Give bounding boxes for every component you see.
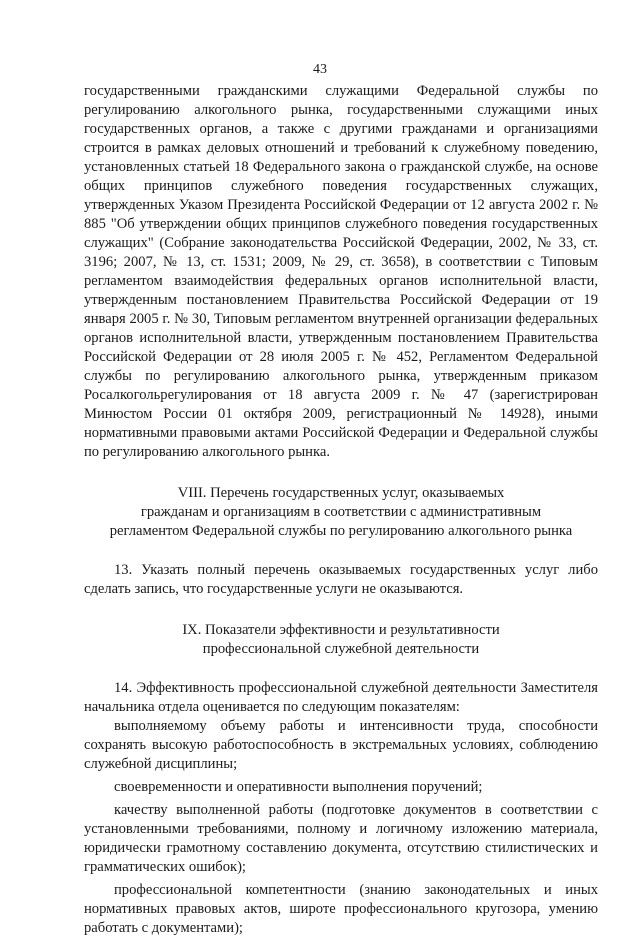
section-viii-heading-line-1: VIII. Перечень государственных услуг, оказываемых — [177, 485, 505, 501]
criteria-item-timeliness: своевременности и оперативности выполнения поручений; — [114, 779, 483, 795]
section-ix-heading-line-2: профессиональной служебной деятельности — [202, 641, 480, 657]
criteria-item-workload: выполняемому объему работы и интенсивности труда, способности сохранять высокую работоспособность в экстремальных условиях, соблюдению служебной дисциплины; — [84, 718, 598, 772]
section-ix-heading — [84, 621, 598, 659]
paragraph-continuation: государственными гражданскими служащими Федеральной службы по регулированию алкогольного рынка, государственными служащими иных государственных органов, а также с другими гражданами и организациями строится в рамках деловых отношений и требований к служебному поведению, установленных статьей 18 Федерального закона о гражданской службе, на основе общих принципов служебного поведения государственных служащих, утвержденных Указом Президента Российской Федерации от 12 августа 2002 г. № 885 "Об утверждении общих принципов служебного поведения государственных служащих" (Собрание законодательства Российской Федерации, 2002, № 33, ст. 3196; 2007, № 13, ст. 1531; 2009, № 29, ст. 3658), в соответствии с Типовым регламентом взаимодействия федеральных органов исполнительной власти, утвержденным постановлением Правительства Российской Федерации от 19 января 2005 г. № 30, Типовым регламентом внутренней организации федеральных органов исполнительной власти, утвержденным постановлением Правительства Российской Федерации от 28 июля 2005 г. № 452, Регламентом Федеральной службы по регулированию алкогольного рынка, утвержденным приказом Росалкогольрегулирования от 18 августа 2009 г. № 47 (зарегистрирован Минюстом России 01 октября 2009, регистрационный № 14928), иными нормативными правовыми актами Российской Федерации и Федеральной службы по регулированию алкогольного рынка. — [84, 83, 598, 460]
section-viii-heading — [84, 484, 598, 541]
section-ix-heading-line-1: IX. Показатели эффективности и результативности — [182, 622, 500, 638]
section-viii-heading-line-3: регламентом Федеральной службы по регулированию алкогольного рынка — [109, 523, 573, 539]
criteria-item-quality: качеству выполненной работы (подготовке документов в соответствии с установленными требованиями, полному и логичному изложению материала, юридически грамотному составлению документа, отсутствию стилистических и грамматических ошибок); — [84, 802, 598, 875]
page-number: 43 — [313, 62, 327, 77]
paragraph-13: 13. Указать полный перечень оказываемых государственных услуг либо сделать запись, что государственные услуги не оказываются. — [84, 562, 598, 597]
page-content — [84, 82, 598, 938]
section-viii-heading-line-2: гражданам и организациям в соответствии с административным — [140, 504, 542, 520]
paragraph-14: 14. Эффективность профессиональной служебной деятельности Заместителя начальника отдела оценивается по следующим показателям: — [84, 680, 598, 715]
criteria-item-competence: профессиональной компетентности (знанию законодательных и иных нормативных правовых актов, широте профессионального кругозора, умению работать с документами); — [84, 882, 598, 936]
